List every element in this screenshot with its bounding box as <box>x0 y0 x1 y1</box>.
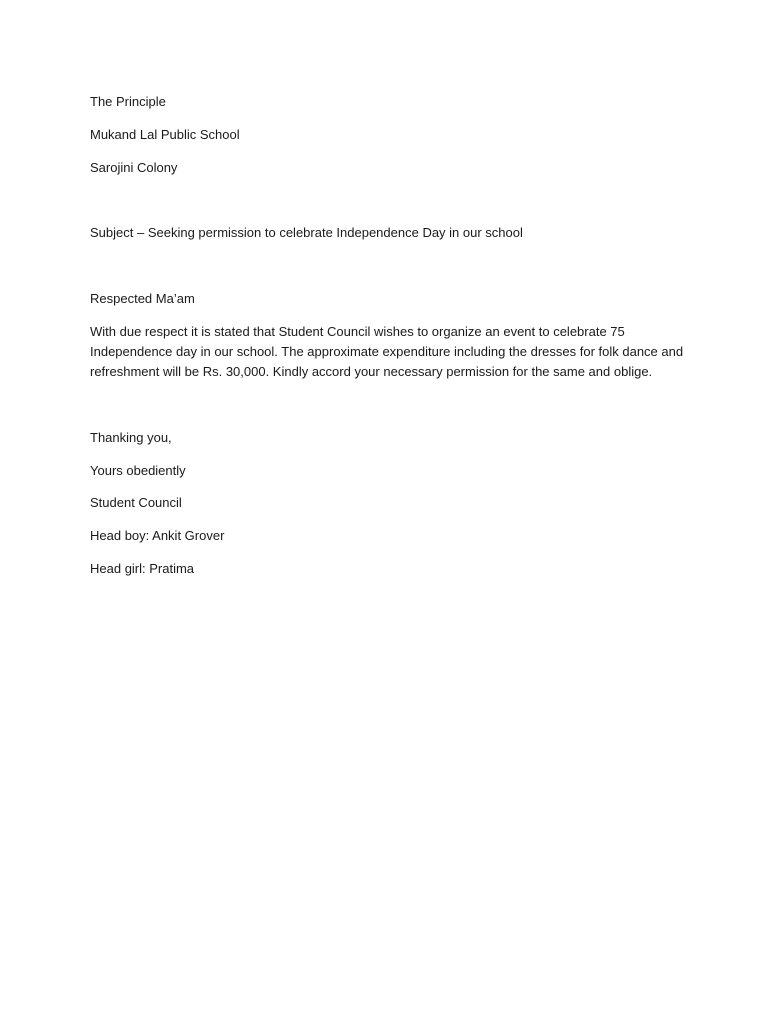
closing-sign-off: Yours obediently <box>90 463 186 478</box>
body-line: refreshment will be Rs. 30,000. Kindly accord your necessary permission for the same and oblige. <box>90 364 653 379</box>
recipient-school: Mukand Lal Public School <box>90 127 240 142</box>
letter-salutation: Respected Ma’am <box>90 291 195 306</box>
recipient-title: The Principle <box>90 94 166 109</box>
closing-head-girl: Head girl: Pratima <box>90 561 195 576</box>
closing-head-boy: Head boy: Ankit Grover <box>90 528 225 543</box>
closing-thanks: Thanking you, <box>90 430 172 445</box>
body-line: With due respect it is stated that Student Council wishes to organize an event to celebrate 75 <box>90 324 625 339</box>
closing-sender: Student Council <box>90 495 182 510</box>
letter-subject: Subject – Seeking permission to celebrate Independence Day in our school <box>90 225 523 240</box>
body-line: Independence day in our school. The approximate expenditure including the dresses for folk dance and <box>90 344 684 359</box>
letter-body <box>90 322 684 382</box>
recipient-address: Sarojini Colony <box>90 160 178 175</box>
